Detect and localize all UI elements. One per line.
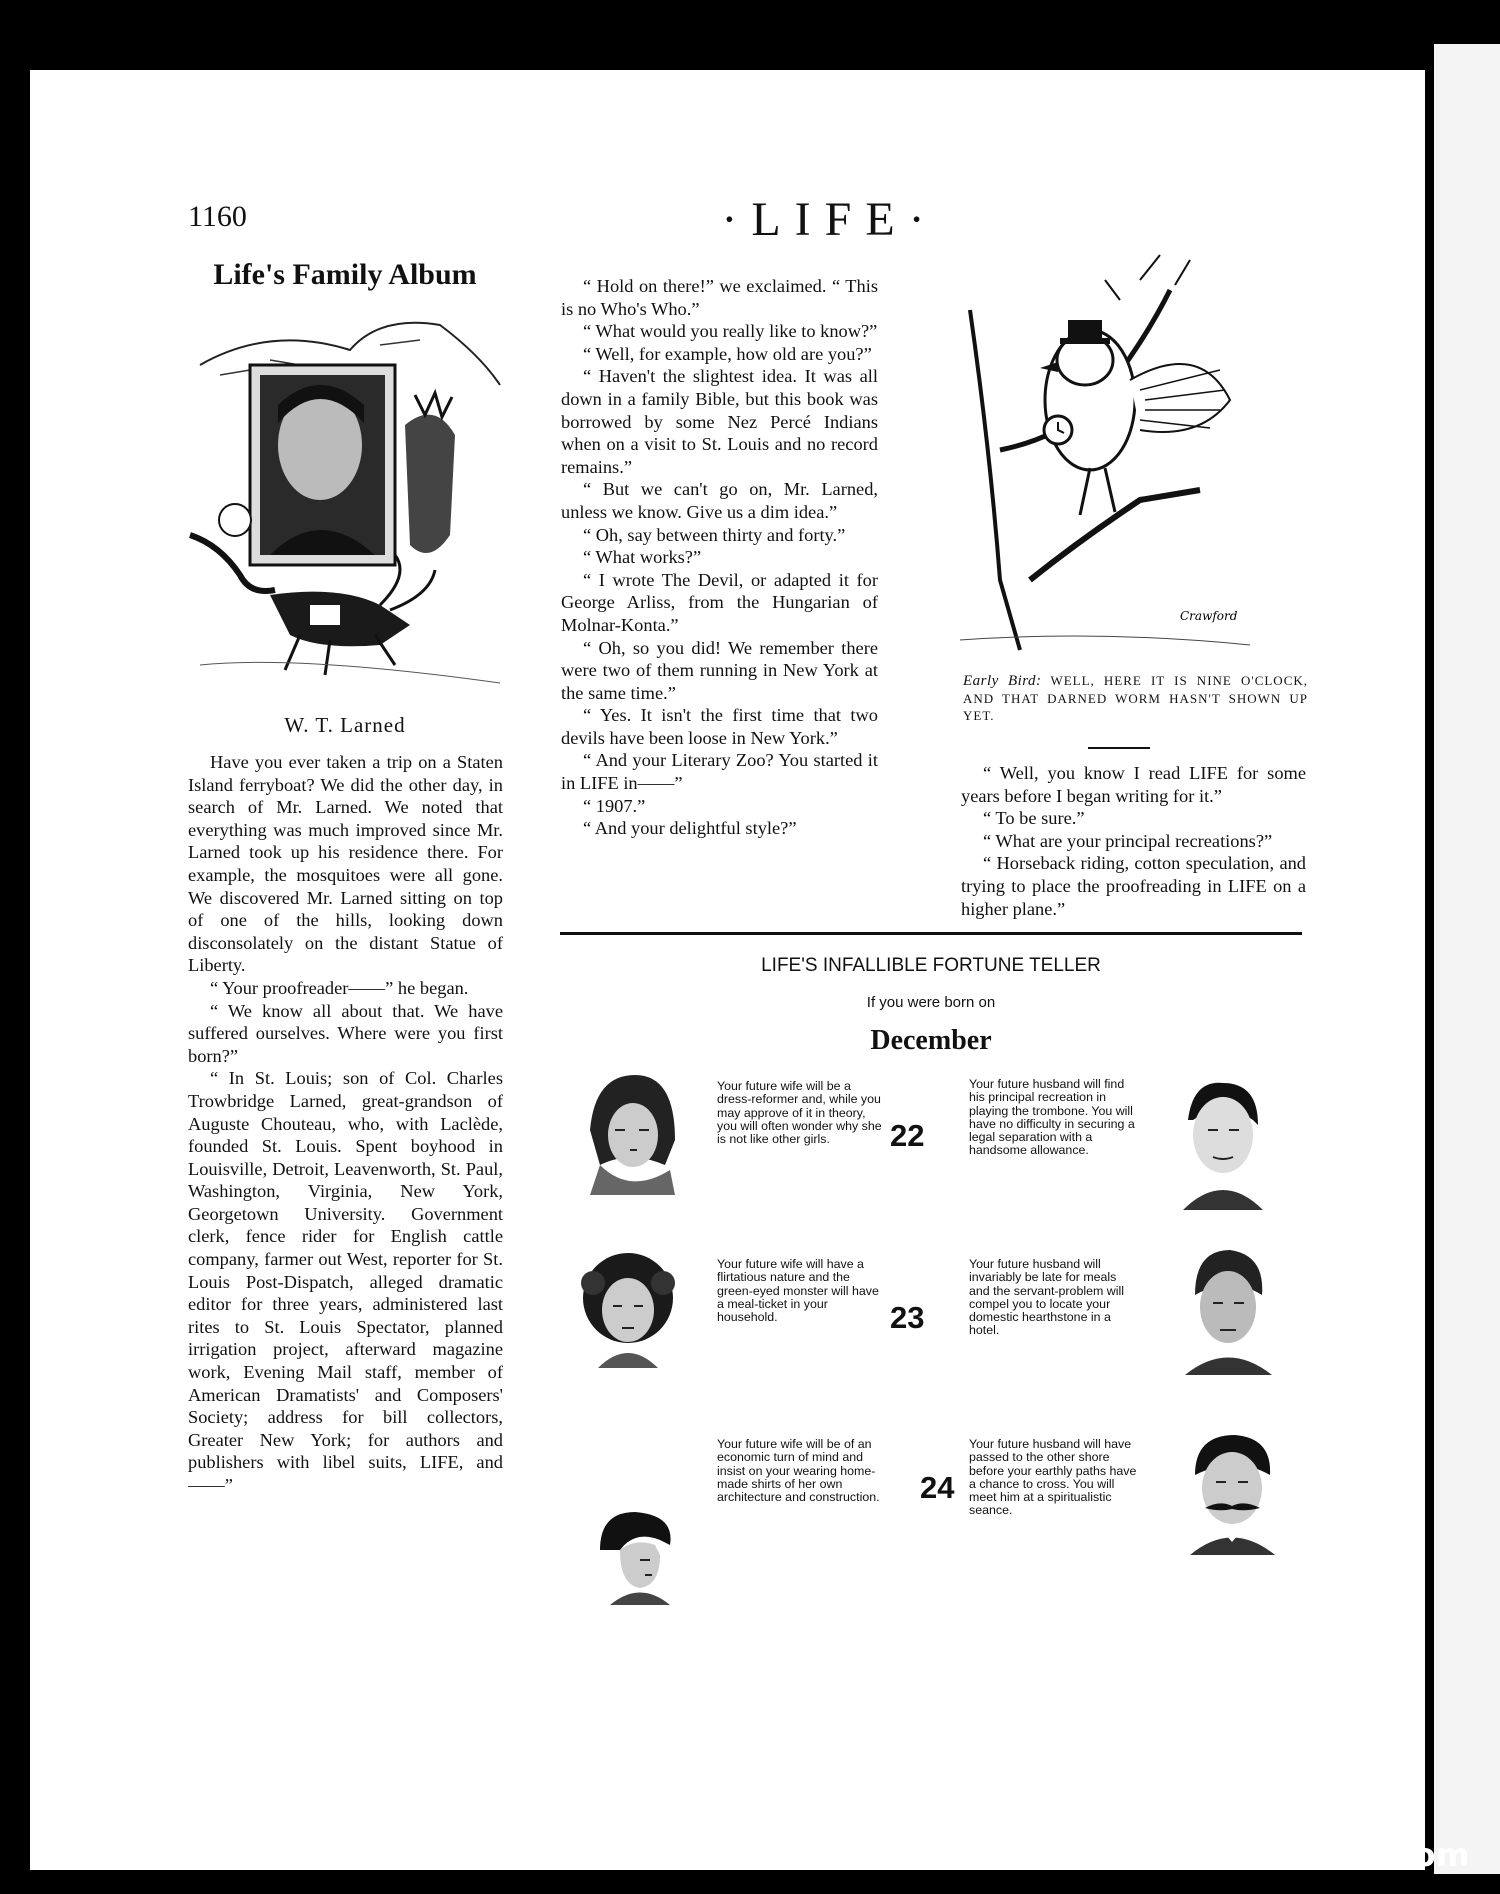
paragraph: “ 1907.” (583, 795, 646, 816)
paragraph: “ Well, for example, how old are you?” (583, 343, 872, 364)
paragraph: “ I wrote The Devil, or adapted it for George Arliss, from the Hungarian of Molnar-Konta.” (561, 569, 878, 635)
young-man-icon (1163, 1075, 1278, 1210)
woman-profile-icon (590, 1510, 680, 1605)
fortune-teller-month: December (870, 1025, 992, 1056)
paragraph: “ What are your principal recreations?” (983, 830, 1273, 851)
husband-portrait-23 (1180, 1245, 1275, 1375)
fortune-teller-title: LIFE'S INFALLIBLE FORTUNE TELLER (761, 955, 1101, 976)
paragraph: “ Oh, so you did! We remember there were two of them running in New York at the same time.” (561, 637, 878, 703)
paragraph: “ To be sure.” (983, 808, 1085, 829)
husband-fortune-22: Your future husband will find his principal recreation in playing the trombone. You will have no difficulty in securing a legal separation with a handsome allowance. (969, 1077, 1135, 1158)
collage-illustration (180, 305, 510, 685)
husband-fortune-24: Your future husband will have passed to the other shore before your earthly paths have a chance to cross. You will meet him at a spiritualistic seance. (969, 1437, 1137, 1518)
mustached-man-icon (1180, 1430, 1285, 1555)
paragraph: “ But we can't go on, Mr. Larned, unless we know. Give us a dim idea.” (561, 479, 878, 522)
masthead: ·LIFE· (721, 193, 939, 246)
paragraph: “ Horseback riding, cotton speculation, and trying to place the proofreading in LIFE on a higher plane.” (961, 853, 1306, 919)
paragraph: “ Well, you know I read LIFE for some years before I began writing for it.” (961, 763, 1306, 806)
paragraph: “ And your Literary Zoo? You started it in LIFE in——” (561, 750, 878, 794)
paragraph: “ Oh, say between thirty and forty.” (583, 524, 846, 545)
magazine-page (30, 70, 1425, 1870)
middle-column-text (561, 275, 878, 840)
page-number: 1160 (188, 200, 247, 233)
day-22: 22 (890, 1118, 925, 1153)
day-24: 24 (920, 1470, 955, 1505)
collage-portrait-icon (180, 305, 510, 685)
paragraph: “ And your delightful style?” (583, 818, 797, 839)
wife-fortune-24: Your future wife will be of an economic turn of mind and insist on your wearing home-made shirts of her own architecture and construction. (717, 1437, 880, 1505)
section-divider (560, 932, 1302, 935)
right-column-text (961, 762, 1306, 920)
cartoon-speaker: Early Bird: (963, 673, 1042, 689)
paragraph: “ Hold on there!” we exclaimed. “ This is no Who's Who.” (561, 276, 878, 319)
watermark: comicbooks.com (1165, 1836, 1470, 1874)
man-in-collar-icon (1180, 1245, 1275, 1375)
paragraph: “ Your proofreader——” he began. (210, 977, 469, 998)
wife-fortune-22: Your future wife will be a dress-reformer and, while you may approve of it in theory, you will often wonder why she is not like other girls. (717, 1079, 882, 1147)
paragraph: “ What works?” (583, 547, 702, 568)
paragraph: “ We know all about that. We have suffered ourselves. Where were you first born?” (188, 1000, 503, 1066)
adjacent-page-edge (1428, 44, 1500, 1874)
paragraph: Have you ever taken a trip on a Staten Island ferryboat? We did the other day, in search of Mr. Larned. We noted that everything was much improved since Mr. Larned took up his residence there. For example, the mosquitoes were all gone. We discovered Mr. Larned sitting on top of one of the hills, looking down disconsolately on the distant Statue of Liberty. (188, 752, 503, 976)
early-bird-cartoon (940, 250, 1265, 660)
wife-fortune-23: Your future wife will have a flirtatious nature and the green-eyed monster will have a meal-ticket in your household. (717, 1257, 879, 1325)
paragraph: “ In St. Louis; son of Col. Charles Trowbridge Larned, great-grandson of Auguste Chouteau, who, with Laclède, founded St. Louis. Spent boyhood in Louisville, Detroit, Leavenworth, St. Paul, Washington, Virginia, New York, Georgetown University. Government clerk, fence rider for English cattle company, farmer out West, reporter for St. Louis Post-Dispatch, alleged dramatic editor for three years, administered last rites to St. Louis Spectator, planned irrigation project, afterward magazine work, Evening Mail staff, member of American Dramatists' and Composers' Society; address for bill collectors, Greater New York; for authors and publishers with libel suits, LIFE, and——” (188, 1068, 503, 1495)
husband-portrait-24 (1180, 1430, 1285, 1555)
fortune-teller-subtitle: If you were born on (866, 994, 996, 1011)
short-divider (1088, 747, 1150, 749)
cartoon-caption-text: WELL, HERE IT IS NINE O'CLOCK, AND THAT DARNED WORM HASN'T SHOWN UP YET. (963, 673, 1309, 723)
cartoon-signature: Crawford (1180, 609, 1238, 623)
illustration-caption: W. T. Larned (284, 713, 406, 737)
cartoon-caption (963, 672, 1308, 724)
paragraph: “ What would you really like to know?” (583, 321, 878, 342)
wife-portrait-23 (568, 1248, 688, 1368)
bird-on-branch-icon (940, 250, 1265, 660)
article-heading: Life's Family Album (213, 258, 477, 291)
wife-portrait-22 (575, 1070, 685, 1195)
wife-portrait-24 (590, 1510, 680, 1605)
husband-fortune-23: Your future husband will invariably be late for meals and the servant-problem will compel you to locate your domestic hearthstone in a hotel. (969, 1257, 1124, 1338)
woman-in-bonnet-icon (575, 1070, 685, 1195)
left-column-text (188, 751, 503, 1497)
paragraph: “ Haven't the slightest idea. It was all down in a family Bible, but this book was borrowed by some Nez Percé Indians when on a visit to St. Louis and no record remains.” (561, 366, 878, 477)
curly-haired-woman-icon (568, 1248, 688, 1368)
husband-portrait-22 (1163, 1075, 1278, 1210)
paragraph: “ Yes. It isn't the first time that two devils have been loose in New York.” (561, 705, 878, 748)
day-23: 23 (890, 1300, 925, 1335)
